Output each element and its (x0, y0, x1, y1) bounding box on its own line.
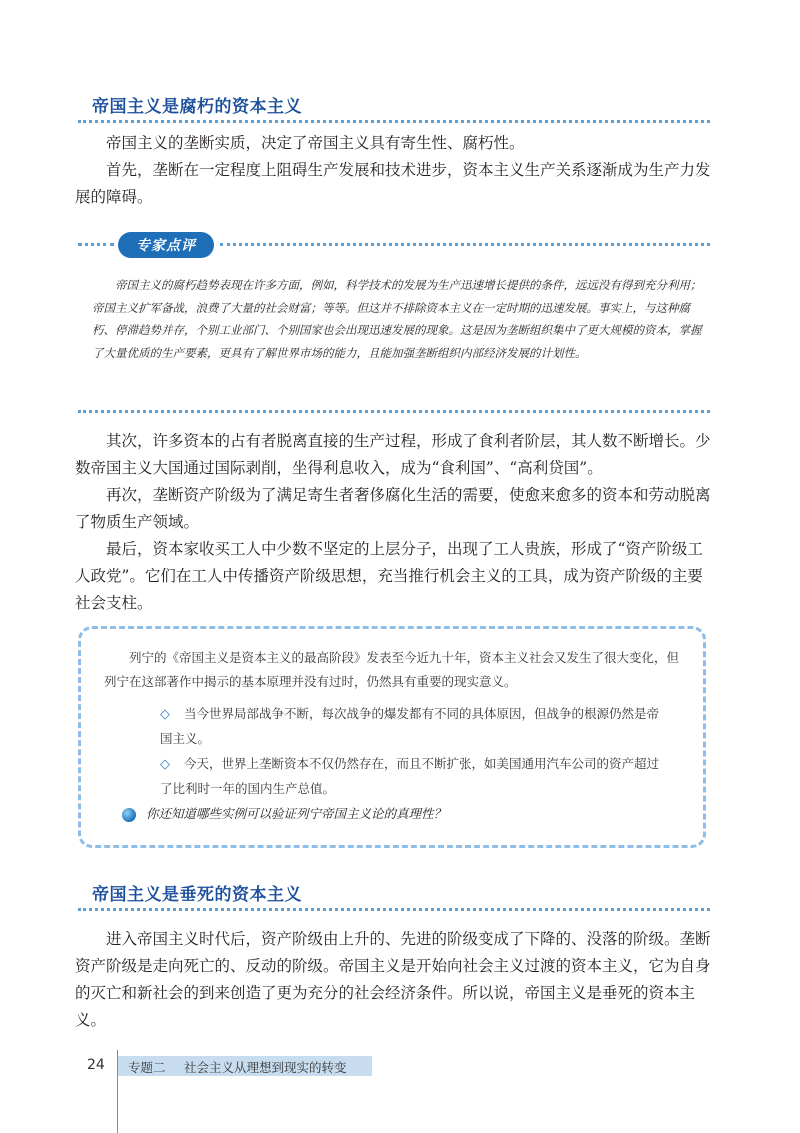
bullet-text: 当今世界局部战争不断，每次战争的爆发都有不同的具体原因，但战争的根源仍然是帝国主义。 (160, 706, 659, 746)
paragraph: 再次，垄断资产阶级为了满足寄生者奢侈腐化生活的需要，使愈来愈多的资本和劳动脱离了物质生产领域。 (75, 486, 711, 531)
section-heading-dying: 帝国主义是垂死的资本主义 (92, 885, 302, 905)
paragraph: 最后，资本家收买工人中少数不坚定的上层分子，出现了工人贵族，形成了“资产阶级工人政党”。它们在工人中传播资产阶级思想，充当推行机会主义的工具，成为资产阶级的主要社会支柱。 (75, 540, 703, 612)
paragraph: 帝国主义的垄断实质，决定了帝国主义具有寄生性、腐朽性。 (106, 134, 525, 152)
paragraph: 首先，垄断在一定程度上阻碍生产发展和技术进步，资本主义生产关系逐渐成为生产力发展的障碍。 (75, 161, 711, 206)
info-box-question: 你还知道哪些实例可以验证列宁帝国主义论的真理性？ (146, 806, 447, 821)
paragraph: 进入帝国主义时代后，资产阶级由上升的、先进的阶级变成了下降的、没落的阶级。垄断资产阶级是走向死亡的、反动的阶级。帝国主义是开始向社会主义过渡的资本主义，它为自身的灭亡和新社会的到来创造了更为充分的社会经济条件。所以说，帝国主义是垂死的资本主义。 (75, 930, 711, 1029)
dotted-divider (220, 243, 710, 246)
diamond-icon: ◇ (160, 707, 170, 722)
paragraph: 其次，许多资本的占有者脱离直接的生产过程，形成了食利者阶层，其人数不断增长。少数帝国主义大国通过国际剥削，坐得利息收入，成为“食利国”、“高利贷国”。 (75, 432, 711, 477)
footer-topic: 专题二 (128, 1060, 166, 1075)
section-heading-decadent: 帝国主义是腐朽的资本主义 (92, 97, 302, 117)
expert-comment-badge: 专家点评 (118, 232, 214, 258)
footer-title: 社会主义从理想到现实的转变 (184, 1060, 347, 1075)
diamond-icon: ◇ (160, 757, 170, 772)
info-box-bullet (160, 702, 660, 751)
question-bullet-icon (122, 808, 136, 822)
expert-comment-text: 帝国主义的腐朽趋势表现在许多方面，例如，科学技术的发展为生产迅速增长提供的条件，远远没有得到充分利用；帝国主义扩军备战，浪费了大量的社会财富；等等。但这并不排除资本主义在一定时期的迅速发展。事实上，与这种腐朽、停滞趋势并存，个别工业部门、个别国家也会出现迅速发展的现象。这是因为垄断组织集中了更大规模的资本，掌握了大量优质的生产要素，更具有了解世界市场的能力，且能加强垄断组织内部经济发展的计划性。 (92, 278, 702, 360)
info-box-bullet (160, 752, 660, 801)
dotted-divider (78, 243, 114, 246)
bullet-text: 今天，世界上垄断资本不仅仍然存在，而且不断扩张，如美国通用汽车公司的资产超过了比利时一年的国内生产总值。 (160, 756, 659, 796)
info-box-intro: 列宁的《帝国主义是资本主义的最高阶段》发表至今近九十年，资本主义社会又发生了很大变化，但列宁在这部著作中揭示的基本原理并没有过时，仍然具有重要的现实意义。 (104, 650, 680, 689)
dotted-divider (78, 120, 710, 123)
dotted-divider (78, 410, 710, 413)
dotted-divider (78, 908, 710, 911)
page-number: 24 (87, 1057, 105, 1073)
